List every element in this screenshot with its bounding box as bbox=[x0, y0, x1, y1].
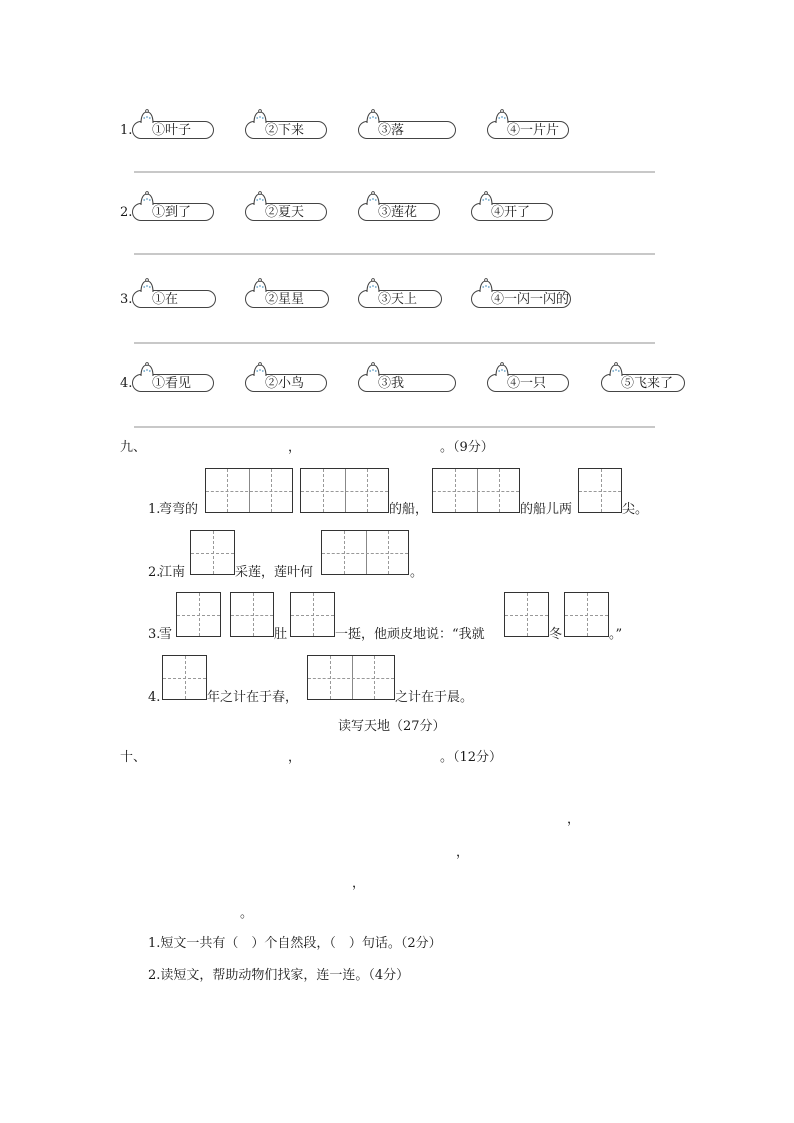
word-card-label: ③天上 bbox=[378, 292, 418, 307]
writing-grid[interactable] bbox=[162, 655, 207, 700]
word-card-label: ⑤飞来了 bbox=[621, 376, 674, 391]
section-10-number: 十、 bbox=[120, 750, 147, 765]
writing-grid[interactable] bbox=[578, 468, 622, 513]
writing-grid[interactable] bbox=[432, 468, 520, 513]
word-card-label: ④开了 bbox=[491, 205, 531, 220]
section-9-number: 九、 bbox=[120, 440, 147, 455]
passage-punctuation: ， bbox=[567, 812, 581, 827]
q9-3-text-d: 冬 bbox=[549, 627, 563, 642]
word-card-label: ②小鸟 bbox=[265, 376, 305, 391]
word-card-label: ③莲花 bbox=[378, 205, 418, 220]
q9-1-text-a: 弯弯的 bbox=[159, 502, 199, 517]
question-10-1: 1.短文一共有（ ）个自然段，（ ）句话。（2分） bbox=[148, 936, 442, 951]
word-card[interactable] bbox=[358, 203, 440, 221]
word-card[interactable] bbox=[601, 374, 685, 392]
word-card-label: ④一片片 bbox=[507, 123, 560, 138]
word-card[interactable] bbox=[132, 290, 216, 308]
section-9-points: 。（9分） bbox=[440, 440, 494, 455]
row-number: 1. bbox=[120, 123, 133, 138]
word-card[interactable] bbox=[358, 290, 442, 308]
question-10-2: 2.读短文，帮助动物们找家，连一连。（4分） bbox=[148, 968, 410, 983]
q9-4-text-a: 年之计在于春， bbox=[207, 690, 299, 705]
q9-2-number: 2. bbox=[148, 565, 161, 580]
row-number: 3. bbox=[120, 292, 133, 307]
word-card-label: ③我 bbox=[378, 376, 405, 391]
word-card[interactable] bbox=[132, 374, 214, 392]
q9-2-text-c: 。 bbox=[410, 565, 424, 580]
word-card-label: ①叶子 bbox=[152, 123, 192, 138]
writing-grid[interactable] bbox=[307, 655, 395, 700]
writing-grid[interactable] bbox=[176, 592, 221, 637]
writing-grid[interactable] bbox=[564, 592, 609, 637]
word-card[interactable] bbox=[471, 203, 553, 221]
word-card[interactable] bbox=[132, 121, 214, 139]
word-card-label: ②星星 bbox=[265, 292, 305, 307]
word-card-label: ④一闪一闪的 bbox=[491, 292, 570, 307]
q9-4-number: 4. bbox=[148, 690, 161, 705]
word-card[interactable] bbox=[471, 290, 571, 308]
q9-3-number: 3. bbox=[148, 627, 161, 642]
q9-2-text-b: 采莲，莲叶何 bbox=[235, 565, 314, 580]
passage-punctuation: 。 bbox=[240, 906, 254, 921]
section-10-points: 。（12分） bbox=[440, 750, 503, 765]
q9-3-text-a: 雪 bbox=[159, 627, 173, 642]
q9-1-text-b: 的船， bbox=[389, 502, 429, 517]
word-card-label: ②下来 bbox=[265, 123, 305, 138]
row-number: 4. bbox=[120, 376, 133, 391]
writing-grid[interactable] bbox=[321, 530, 409, 575]
row-number: 2. bbox=[120, 205, 133, 220]
row-divider bbox=[134, 342, 655, 344]
word-card[interactable] bbox=[132, 203, 214, 221]
word-card-label: ①看见 bbox=[152, 376, 192, 391]
q9-2-text-a: 江南 bbox=[159, 565, 186, 580]
word-card[interactable] bbox=[487, 121, 569, 139]
word-card-label: ①到了 bbox=[152, 205, 192, 220]
writing-grid[interactable] bbox=[190, 530, 235, 575]
word-card-label: ③落 bbox=[378, 123, 405, 138]
q9-1-text-c: 的船儿两 bbox=[520, 502, 573, 517]
q9-1-text-d: 尖。 bbox=[622, 502, 649, 517]
section-10-comma: ， bbox=[288, 750, 302, 765]
writing-grid[interactable] bbox=[230, 592, 274, 637]
passage-punctuation: ， bbox=[456, 845, 470, 860]
word-card[interactable] bbox=[487, 374, 569, 392]
row-divider bbox=[134, 253, 655, 255]
word-card-label: ②夏天 bbox=[265, 205, 305, 220]
word-card-label: ④一只 bbox=[507, 376, 547, 391]
word-card-label: ①在 bbox=[152, 292, 179, 307]
q9-1-number: 1. bbox=[148, 502, 161, 517]
q9-4-text-b: 之计在于晨。 bbox=[395, 690, 474, 705]
word-card[interactable] bbox=[245, 203, 327, 221]
writing-grid[interactable] bbox=[290, 592, 335, 637]
writing-grid[interactable] bbox=[504, 592, 549, 637]
word-card[interactable] bbox=[358, 374, 456, 392]
passage-punctuation: ， bbox=[352, 876, 366, 891]
word-card[interactable] bbox=[245, 290, 329, 308]
q9-3-text-e: 。” bbox=[609, 627, 623, 642]
row-divider bbox=[134, 171, 655, 173]
writing-grid[interactable] bbox=[205, 468, 293, 513]
q9-3-text-b: 肚 bbox=[274, 627, 288, 642]
word-card[interactable] bbox=[245, 121, 327, 139]
q9-3-text-c: 一挺，他顽皮地说：“我就 bbox=[335, 627, 485, 642]
word-card[interactable] bbox=[245, 374, 327, 392]
writing-grid[interactable] bbox=[300, 468, 389, 513]
section-9-comma: ， bbox=[288, 440, 302, 455]
row-divider bbox=[134, 426, 655, 428]
word-card[interactable] bbox=[358, 121, 456, 139]
reading-section-title: 读写天地（27分） bbox=[338, 719, 446, 734]
